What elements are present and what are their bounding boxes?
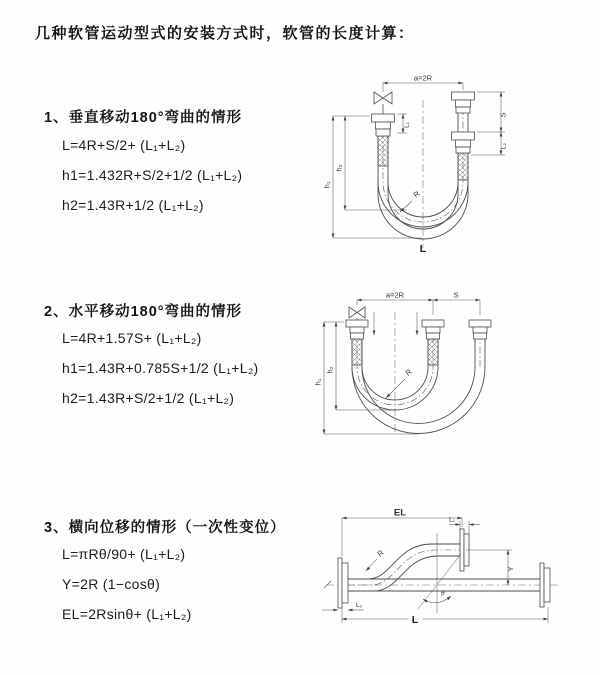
dim-label-s: S bbox=[498, 112, 508, 118]
section-3-formula-Y: Y=2R (1−cosθ) bbox=[62, 576, 161, 592]
diagram-lateral-displacement bbox=[300, 505, 590, 645]
section-1-formula-h2: h2=1.43R+1/2 (L₁+L₂) bbox=[62, 197, 204, 213]
dim-label-l: L bbox=[411, 614, 419, 626]
section-1-heading: 1、垂直移动180°弯曲的情形 bbox=[44, 110, 243, 126]
dim-label-h1: h₁ bbox=[322, 181, 332, 189]
hose-assembly bbox=[346, 307, 491, 434]
braid-hatch-left bbox=[378, 136, 388, 166]
section-2-formula-h1: h1=1.43R+0.785S+1/2 (L₁+L₂) bbox=[62, 360, 259, 376]
centerlines bbox=[324, 581, 560, 588]
dim-label-l1: L₁ bbox=[403, 122, 411, 128]
length-label: L bbox=[419, 243, 427, 255]
fitting-left bbox=[346, 320, 368, 339]
section-1-formula-h1: h1=1.432R+S/2+1/2 (L₁+L₂) bbox=[62, 167, 243, 183]
fitting-left bbox=[372, 114, 395, 136]
section-2-formula-h2: h2=1.43R+S/2+1/2 (L₁+L₂) bbox=[62, 390, 235, 406]
dim-label-a2r: a=2R bbox=[413, 73, 433, 83]
fitting-right-upper bbox=[452, 92, 475, 113]
angle-label: θ bbox=[441, 590, 445, 597]
radius-label: R bbox=[375, 548, 386, 559]
dim-label-l2: L₂ bbox=[356, 602, 363, 609]
dim-label-h1: h₁ bbox=[313, 378, 323, 386]
fitting-middle bbox=[422, 320, 444, 339]
flange-right bbox=[540, 563, 550, 607]
fitting-right bbox=[469, 320, 491, 339]
page-title: 几种软管运动型式的安装方式时，软管的长度计算： bbox=[35, 25, 415, 42]
section-3-heading: 3、横向位移的情形（一次性变位） bbox=[44, 520, 286, 536]
section-3-formula-EL: EL=2Rsinθ+ (L₁+L₂) bbox=[62, 606, 192, 622]
valve-icon bbox=[374, 92, 392, 114]
braid-hatch-left bbox=[352, 339, 362, 365]
braid-hatch-middle bbox=[428, 339, 438, 365]
section-2-heading: 2、水平移动180°弯曲的情形 bbox=[44, 304, 243, 320]
valve-icon bbox=[349, 307, 365, 320]
section-1-formula-L: L=4R+S/2+ (L₁+L₂) bbox=[62, 137, 186, 153]
diagram-horizontal-180 bbox=[312, 287, 592, 439]
dim-label-l2: L₂ bbox=[500, 142, 508, 150]
dim-label-s: S bbox=[453, 290, 459, 300]
diagram-vertical-180 bbox=[315, 70, 565, 255]
dim-label-h2: h₂ bbox=[325, 366, 335, 374]
radius-label: R bbox=[403, 367, 414, 378]
centerline-tick bbox=[324, 581, 331, 588]
section-3-formula-L: L=πRθ/90+ (L₁+L₂) bbox=[62, 546, 186, 562]
dimensions bbox=[322, 508, 548, 627]
dim-label-l1: L₁ bbox=[449, 516, 455, 524]
dim-label-y: Y bbox=[506, 566, 515, 572]
section-2-formula-L: L=4R+1.57S+ (L₁+L₂) bbox=[62, 330, 202, 346]
braid-hatch-right bbox=[458, 153, 468, 180]
fitting-right-lower bbox=[452, 132, 475, 153]
dimensions bbox=[314, 291, 481, 435]
flange-left bbox=[338, 558, 348, 608]
dim-label-h2: h₂ bbox=[334, 164, 344, 172]
radius-label: R bbox=[411, 189, 422, 200]
dim-label-el: EL bbox=[393, 507, 407, 519]
dim-label-a2r: a=2R bbox=[385, 290, 405, 300]
